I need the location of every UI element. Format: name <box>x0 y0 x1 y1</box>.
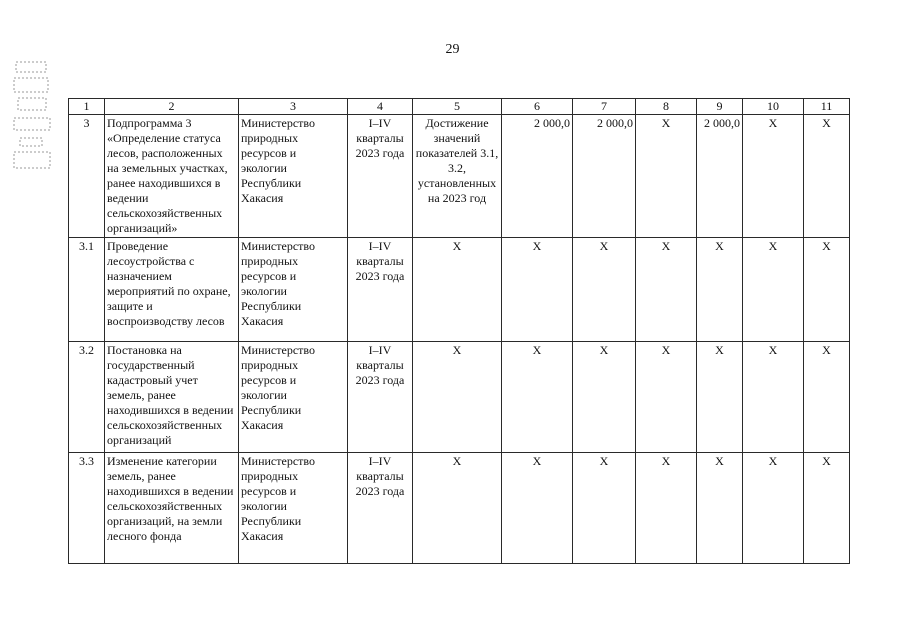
row-number: 3 <box>69 115 105 238</box>
executor: Министерство природных ресурсов и экологии Республики Хакасия <box>239 238 348 342</box>
value-col-6: X <box>502 342 573 453</box>
executor: Министерство природных ресурсов и экологии Республики Хакасия <box>239 453 348 564</box>
value-col-11: X <box>804 453 850 564</box>
table-row <box>69 115 850 238</box>
header-cell: 5 <box>413 99 502 115</box>
value-col-11: X <box>804 342 850 453</box>
header-cell: 7 <box>573 99 636 115</box>
header-cell: 1 <box>69 99 105 115</box>
value-col-9: X <box>697 453 743 564</box>
header-cell: 6 <box>502 99 573 115</box>
measure-name: Изменение категории земель, ранее находившихся в ведении сельскохозяйственных организаций, на земли лесного фонда <box>105 453 239 564</box>
value-col-11: X <box>804 238 850 342</box>
value-col-8: X <box>636 115 697 238</box>
row-number: 3.1 <box>69 238 105 342</box>
header-row <box>69 99 850 115</box>
row-number: 3.3 <box>69 453 105 564</box>
table-row <box>69 342 850 453</box>
value-col-10: X <box>743 342 804 453</box>
expected-result: X <box>413 342 502 453</box>
header-cell: 3 <box>239 99 348 115</box>
measure-name: Подпрограмма 3 «Определение статуса лесов, расположенных на земельных участках, ранее находившихся в ведении сельскохозяйственных организаций» <box>105 115 239 238</box>
value-col-8: X <box>636 453 697 564</box>
value-col-9: X <box>697 238 743 342</box>
value-col-8: X <box>636 238 697 342</box>
value-col-7: X <box>573 238 636 342</box>
value-col-10: X <box>743 453 804 564</box>
plan-table <box>68 98 850 564</box>
period: I–IV кварталы 2023 года <box>348 453 413 564</box>
header-cell: 9 <box>697 99 743 115</box>
value-col-6: X <box>502 453 573 564</box>
measure-name: Проведение лесоустройства с назначением мероприятий по охране, защите и воспроизводству лесов <box>105 238 239 342</box>
value-col-11: X <box>804 115 850 238</box>
value-col-7: X <box>573 453 636 564</box>
expected-result: Достижение значений показателей 3.1, 3.2, установленных на 2023 год <box>413 115 502 238</box>
page-number: 29 <box>445 42 460 57</box>
table-row <box>69 453 850 564</box>
executor: Министерство природных ресурсов и экологии Республики Хакасия <box>239 115 348 238</box>
value-col-9: X <box>697 342 743 453</box>
header-cell: 4 <box>348 99 413 115</box>
value-col-6: 2 000,0 <box>502 115 573 238</box>
table-row <box>69 238 850 342</box>
period: I–IV кварталы 2023 года <box>348 115 413 238</box>
value-col-10: X <box>743 115 804 238</box>
value-col-10: X <box>743 238 804 342</box>
period: I–IV кварталы 2023 года <box>348 238 413 342</box>
header-cell: 11 <box>804 99 850 115</box>
value-col-7: X <box>573 342 636 453</box>
executor: Министерство природных ресурсов и экологии Республики Хакасия <box>239 342 348 453</box>
header-cell: 2 <box>105 99 239 115</box>
header-cell: 8 <box>636 99 697 115</box>
measure-name: Постановка на государственный кадастровый учет земель, ранее находившихся в ведении сельскохозяйственных организаций <box>105 342 239 453</box>
expected-result: X <box>413 453 502 564</box>
value-col-9: 2 000,0 <box>697 115 743 238</box>
value-col-8: X <box>636 342 697 453</box>
period: I–IV кварталы 2023 года <box>348 342 413 453</box>
expected-result: X <box>413 238 502 342</box>
value-col-7: 2 000,0 <box>573 115 636 238</box>
value-col-6: X <box>502 238 573 342</box>
margin-stamp-mark <box>12 60 52 172</box>
row-number: 3.2 <box>69 342 105 453</box>
header-cell: 10 <box>743 99 804 115</box>
